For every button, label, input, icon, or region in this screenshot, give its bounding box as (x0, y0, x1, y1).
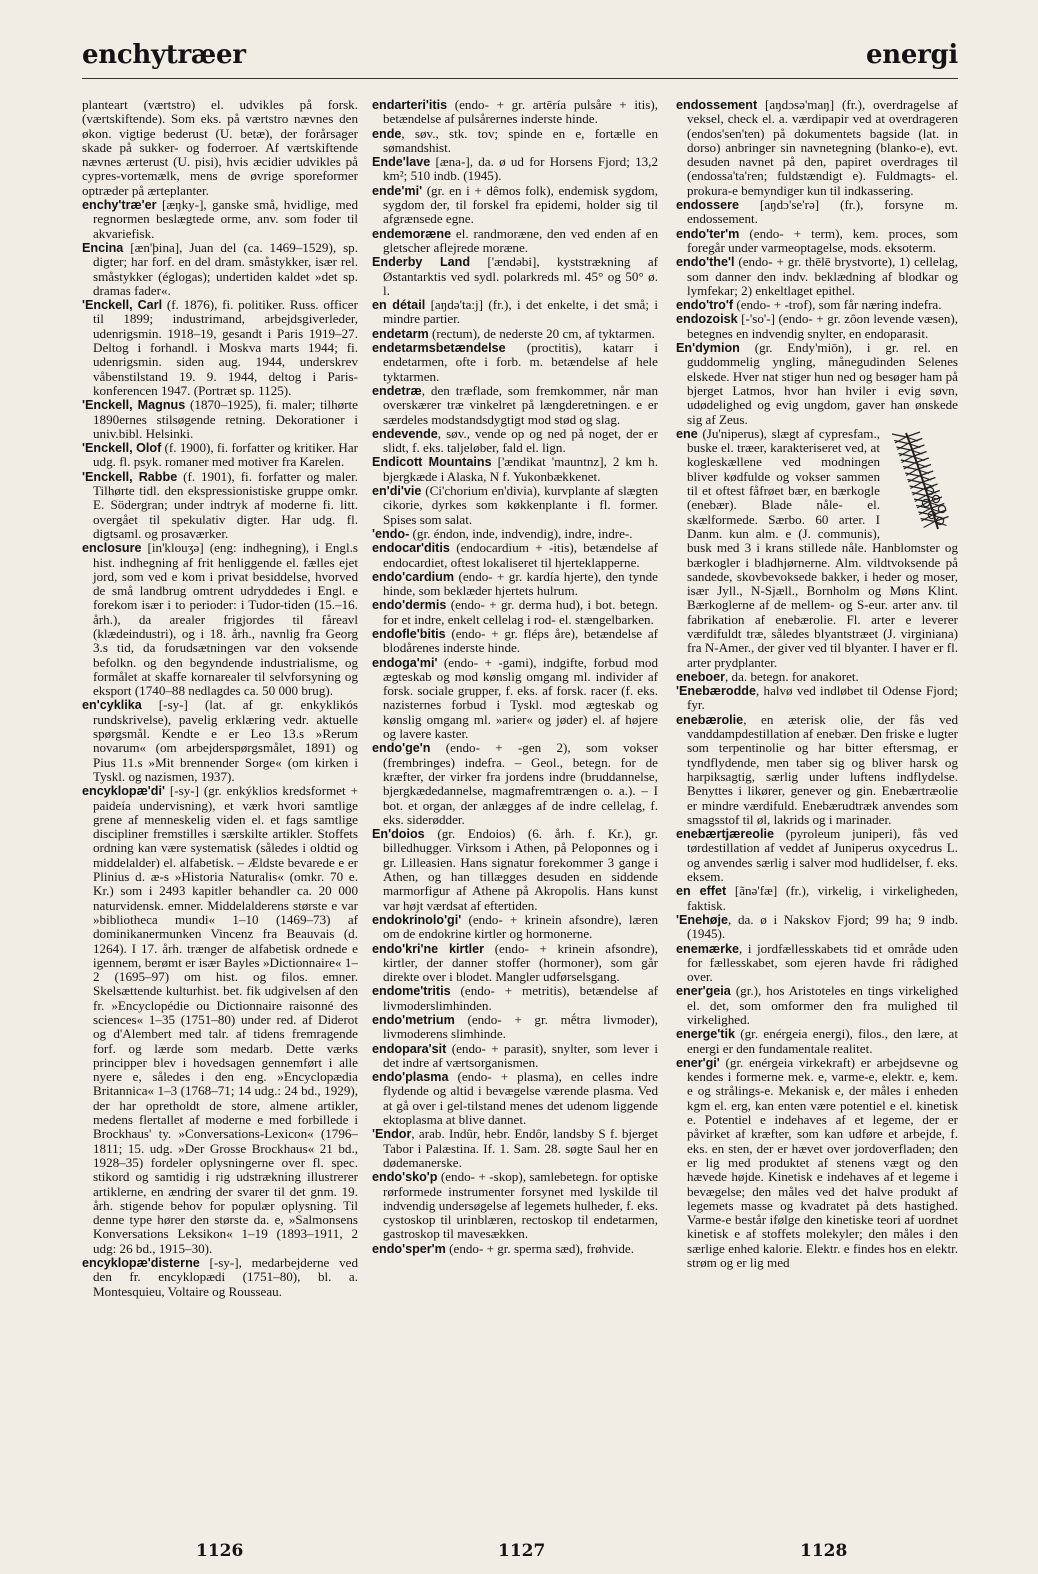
entry-definition: ['ændəbi], kyststrækning af Østantarktis ved sydl. polarkreds ml. 45° og 50° ø. l. (383, 254, 658, 298)
entry-definition: ['ændikat 'mauntnz], 2 km h. bjergkæde i Alaska, N f. Yukonbækkenet. (383, 454, 658, 484)
entry-headword: enclosure (82, 541, 142, 556)
entry-definition: [-sy-] (lat. af gr. enkyklikós rundskrivelse), pavelig erklæring vedr. aktuelle spørgsmål. Kendte e er Leo 13.s »Rerum novarum« (om arbejderspørgsmålet, 1891) og Pius 11.s »Mit brennender Sorge« (om kirken i Tyskl. og nazismen, 1937). (93, 697, 358, 784)
entry-definition: (gr. Endoios) (6. årh. f. Kr.), gr. billedhugger. Virksom i Athen, på Peloponnes og i gr. Lilleasien. Hans signatur forekommer 3 gange i Athen, og han tillægges desuden en siddende marmorfigur af Athene på Akropolis. Hans kunst var højt værdsat af eftertiden. (383, 826, 658, 913)
entry-definition: , søv., stk. tov; spinde en e, fortælle en sømandshist. (383, 125, 658, 155)
entry-definition: (endo- + gr. artēría pulsåre + itis), betændelse af pulsårernes inderste hinde. (383, 98, 658, 127)
dictionary-entry (676, 713, 958, 827)
dictionary-entry (372, 327, 658, 341)
page-number-middle: 1127 (498, 1541, 546, 1561)
dictionary-entry (676, 98, 958, 198)
entry-definition: (f. 1901), fi. forfatter og maler. Tilhørte tidl. den ekspressionistiske gruppe omkr. E. Södergran; under indtryk af moderne fi. litt. overgået til spekulativ digter. Har udg. fl. digtsaml. og prosaværker. (93, 468, 358, 541)
entry-headword: ene (676, 426, 698, 441)
dictionary-entry (372, 298, 658, 327)
entry-headword: encyklopæ'disterne (82, 1256, 200, 1271)
entry-definition: (endo- + gr. derma hud), i bot. betegn. for et indre, enkelt cellelag i rod- el. stængelbarken. (383, 597, 658, 627)
entry-headword: endetarm (372, 326, 429, 341)
entry-headword: 'Enckell, Magnus (82, 398, 186, 413)
dictionary-entry (372, 155, 658, 184)
dictionary-entry (676, 312, 958, 341)
entry-definition: (f. 1876), fi. politiker. Russ. officer til 1899; industrimand, arbejdsgiverleder, udenrigsmin. 1918–19, gesandt i Paris 1919–27. Deltog i forhandl. i Moskva marts 1944; fi. udenrigsmin. siden aug. 1944, underskrev våbenstilstand 19. 9. 1944, deltog i Paris-konferencen 1947. (Portræt sp. 1125). (93, 297, 358, 398)
entry-definition: (endo- + krinein afsondre), læren om de endokrine kirtler og hormonerne. (383, 911, 658, 942)
header-rule (82, 78, 958, 79)
dictionary-entry (676, 198, 958, 227)
dictionary-entry (372, 1242, 658, 1256)
dictionary-entry (676, 913, 958, 942)
entry-headword: endo'tro'f (676, 298, 734, 313)
entry-definition: (endo- + gr. sperma sæd), frøhvide. (445, 1240, 634, 1256)
dictionary-entry (82, 98, 358, 198)
entry-headword: endo'sper'm (372, 1241, 446, 1256)
juniper-branch-icon (886, 429, 958, 533)
column-2 (372, 98, 658, 1518)
entry-headword: En'dymion (676, 341, 740, 356)
dictionary-entry (82, 784, 358, 1256)
entry-headword: en détail (372, 298, 426, 313)
entry-headword: endocar'ditis (372, 541, 450, 556)
dictionary-entry (372, 384, 658, 427)
dictionary-entry (676, 984, 958, 1027)
running-header (82, 40, 958, 80)
entry-headword: en'di'vie (372, 484, 422, 499)
entry-definition: planteart (værtstro) el. udvikles på forsk. (værtskiftende). Som eks. på værtstro nævnes den økon. vigtige bederust (U. betæ), der forårsager skade på sukker- og foderroer. Af værtskiftende nævnes ærterust (U. pisi), hvis æcidier udvikles på cypres-vortemælk, mens de øvrige sporeformer optræder på ærteplanter. (82, 98, 358, 198)
entry-headword: endoga'mi' (372, 655, 438, 670)
entry-definition: [æn'þina], Juan del (ca. 1469–1529), sp. digter; har forf. en del dram. småstykker, især rel. småstykker (églogas); undertiden kaldet »det sp. dramas fader«. (93, 239, 358, 298)
entry-headword: endokrinolo'gi' (372, 912, 462, 927)
dictionary-entry (372, 255, 658, 298)
dictionary-entry (372, 570, 658, 599)
entry-definition: , søv., vende op og ned på noget, der er slidt, f. eks. taljeløber, fald el. lign. (383, 425, 658, 456)
entry-definition: (Ci'chorium en'divia), kurvplante af slægten cikorie, dyrkes som køkkenplante i fl. former. Spises som salat. (383, 483, 658, 527)
entry-definition: , da. betegn. for anakoret. (725, 668, 859, 684)
entry-headword: endopara'sit (372, 1041, 447, 1056)
entry-headword: enemærke (676, 941, 740, 956)
page-number-left: 1126 (196, 1541, 244, 1561)
entry-headword: 'Enebærodde (676, 684, 756, 699)
dictionary-entry (372, 455, 658, 484)
column-1 (82, 98, 358, 1518)
entry-headword: 'Enckell, Olof (82, 441, 162, 456)
dictionary-entry (372, 942, 658, 985)
entry-headword: endozoisk (676, 312, 738, 327)
dictionary-entry (372, 127, 658, 156)
entry-definition: (gr. Endy'miōn), i gr. rel. en guddommelig yngling, månegudinden Selenes elskede. Hver nat stiger hun ned og besøger ham på bjerget Latmos, hvor han hviler i evig søvn, udødelighed og evig ungdom, gaver han ønskede sig af Zeus. (687, 340, 958, 427)
dictionary-entry (372, 341, 658, 384)
dictionary-entry (372, 98, 658, 127)
entry-definition: [aŋdə'ta:j] (fr.), i det enkelte, i det små; i mindre partier. (383, 297, 658, 327)
entry-headword: Enderby Land (372, 255, 471, 270)
entry-definition: (endo- + gr. kardía hjerte), den tynde hinde, som beklæder hjertets hulrum. (383, 568, 658, 599)
dictionary-entry (372, 184, 658, 227)
entry-definition: (f. 1900), fi. forfatter og kritiker. Har udg. fl. psyk. romaner med motiver fra Karelen. (93, 440, 358, 470)
dictionary-entry (676, 884, 958, 913)
entry-definition: [-sy-], medarbejderne ved den fr. encyklopædi (1751–80), bl. a. Montesquieu, Voltaire og Rousseau. (93, 1255, 358, 1299)
dictionary-entry (372, 527, 658, 541)
dictionary-entry (372, 656, 658, 742)
dictionary-entry (372, 1070, 658, 1127)
entry-definition: [-'so'-] (endo- + gr. zôon levende væsen), betegnes en indvendig snylter, en endoparasit. (687, 311, 958, 341)
entry-definition: (gr.), hos Aristoteles en tings virkelighed el. det, som omformer den fra mulighed til virkelighed. (687, 983, 958, 1027)
dictionary-entry (676, 1027, 958, 1056)
entry-definition: [æna-], da. ø ud for Horsens Fjord; 13,2 km²; 510 indb. (1945). (383, 154, 658, 184)
entry-headword: endevende (372, 426, 438, 441)
dictionary-entry (676, 1056, 958, 1270)
dictionary-entry (372, 984, 658, 1013)
entry-headword: enchy'træ'er (82, 198, 157, 213)
entry-headword: endemoræne (372, 226, 452, 241)
dictionary-entry (372, 627, 658, 656)
entry-definition: (endocardium + -itis), betændelse af endocardiet, oftest lokaliseret til hjerteklapperne. (383, 540, 658, 570)
dictionary-entry (372, 827, 658, 913)
dictionary-entry (372, 741, 658, 827)
entry-headword: endo'dermis (372, 598, 447, 613)
entry-headword: ener'geia (676, 984, 731, 999)
dictionary-entry (82, 698, 358, 784)
entry-definition: el. randmoræne, den ved enden af en gletscher aflejrede moræne. (383, 225, 658, 255)
entry-headword: ende'mi' (372, 183, 423, 198)
dictionary-entry (372, 427, 658, 456)
entry-definition: , den træflade, som fremkommer, når man overskærer træ vinkelret på længderetningen. e er særdeles modstandsdygtigt mod stød og slag. (383, 382, 658, 427)
entry-definition: (endo- + metritis), betændelse af livmoderslimhinden. (383, 983, 658, 1013)
entry-definition: [-sy-] (gr. enkýklios kredsformet + paideía undervisning), et værk hvori samtlige grene af menneskelig viden el. et fags samtlige discipliner fremstilles i særskilte artikler. Stoffets ordning kan være systematisk (således i oldtid og middelalder) el. alfabetisk. – Ældste bevarede e er Plinius d. æ-s »Historia Naturalis« (omkr. 70 e. Kr.) som i 2493 kapitler behandler ca. 20 000 naturvidensk. emner. Middelalderens største e var »bibliotheca mundi« 1–10 (1469–73) af dominikanermunken Vincenz fra Beauvais (d. 1264). I 17. årh. trænger de alfabetisk ordnede e igennem, berømt er især Bayles »Dictionnaire« 1–2 (1695–97) om hist. og filos. emner. Skelsættende kulturhist. bet. fik udgivelsen af den fr. »Encyclopédie ou Dictionnaire raisonné des sciences« 1–35 (1751–80) under red. af Diderot og d'Alembert med talr. af tidens fremragende forf. og lærde som medarb. Dette værks principper blev i hovedsagen gennemført i alle nyere e, således i den eng. »Encyclopædia Britannica« 1–3 (1768–71; 14 udg.: 24 bd., 1929), der har opretholdt de store, almene artikler, medens flertallet af moderne e med forbillede i Brockhaus' ty. »Conversations-Lexicon« (1796–1811; 15. udg. »Der Grosse Brockhaus« 21 bd., 1928–35) fordeler oplysningerne over fl. spec. stikord og samtidig i rig udstrækning illustrerer artiklerne, en ændring der svarer til det gnm. 19. årh. stigende behov for populær oplysning. Til denne type hører den største da. e, »Salmonsens Konversations Leksikon« 1–19 (1893–1911, 2 udg: 26 bd., 1915–30). (93, 783, 358, 1256)
page-number-right: 1128 (800, 1541, 848, 1561)
column-3 (676, 98, 958, 1518)
dictionary-entry (676, 942, 958, 985)
entry-headword: endossere (676, 198, 739, 213)
dictionary-entry (372, 1013, 658, 1042)
dictionary-entry (372, 913, 658, 942)
dictionary-entry (82, 398, 358, 441)
entry-headword: endo'metrium (372, 1013, 455, 1027)
entry-headword: eneboer (676, 669, 725, 684)
entry-headword: ener'gi' (676, 1055, 720, 1070)
entry-definition: (endo- + parasit), snylter, som lever i det indre af værtsorganismen. (383, 1040, 658, 1070)
dictionary-entry (82, 298, 358, 398)
entry-headword: endo'ge'n (372, 741, 431, 756)
entry-headword: endossement (676, 98, 758, 112)
entry-headword: endo'the'l (676, 255, 735, 270)
dictionary-entry (82, 541, 358, 698)
entry-definition: (Ju'niperus), slægt af cypresfam., buske el. træer, karakteriseret ved, at kogleskællene ved modningen bliver kødfulde og vokser sammen til et oftest fåfrøet bær, en bærkogle (enebær). Blade nåle- el. skælformede. Særbo. 60 arter. I Danm. kun alm. e (J. communis), busk med 3 i krans stillede nåle. Hanblomster og bærkogler i bladhjørnerne. Alm. vildtvoksende på sandede, skovbevoksede bakker, i heder og moser, især Jyll., N-Sjæll., Bornholm og Møns Klint. Bærkoglerne af de mellem- og S-eur. arter anv. til fabrikation af enebærolie. Fl. arter e leverer værdifuldt træ, således blyantstræet (J. virginiana) fra N-Amer., der giver ved til blyanter. I haver er fl. arter prydplanter. (687, 425, 958, 670)
entry-definition: (endo- + gr. thēlē brystvorte), 1) cellelag, som danner den indv. beklædning af blodkar og lymfekar; 2) enkeltlaget epithel. (687, 254, 958, 298)
entry-headword: endome'tritis (372, 984, 451, 999)
entry-headword: endo'plasma (372, 1070, 449, 1085)
entry-headword: endetræ (372, 383, 422, 398)
entry-definition: (proctitis), katarr i endetarmen, ofte i forb. m. betændelse af hele tyktarmen. (383, 340, 658, 384)
entry-definition: [ãnə'fæ] (fr.), virkelig, i virkeligheden, faktisk. (687, 883, 958, 913)
entry-headword: 'Enckell, Rabbe (82, 469, 178, 484)
entry-headword: Encina (82, 240, 124, 255)
entry-headword: 'Endor (372, 1127, 412, 1142)
entry-definition: (endo- + term), kem. proces, som foregår under varmeoptagelse, mods. eksoterm. (687, 225, 958, 255)
entry-definition: , arab. Indûr, hebr. Endôr, landsby S f. bjerget Tabor i Palæstina. If. 1. Sam. 28. søgte Saul her en dødemanerske. (383, 1126, 658, 1170)
entry-headword: ende (372, 126, 402, 141)
entry-headword: endetarmsbetændelse (372, 341, 506, 356)
entry-headword: Endicott Mountains (372, 455, 492, 470)
entry-headword: endo'sko'p (372, 1170, 438, 1185)
dictionary-entry (676, 255, 958, 298)
entry-headword: endofle'bitis (372, 626, 446, 641)
dictionary-entry (372, 1042, 658, 1071)
left-guide-word: enchytræer (82, 40, 246, 70)
right-guide-word: energi (866, 40, 958, 70)
dictionary-entry (676, 427, 958, 670)
entry-headword: Ende'lave (372, 155, 431, 170)
entry-definition: (endo- + krinein afsondre), kirtler, der danner stoffer (hormoner), som går direkte over i blodet. Mangler udførselsgang. (383, 940, 658, 985)
entry-definition: (endo- + gr. mḗtra livmoder), livmoderens slimhinde. (383, 1012, 658, 1042)
entry-headword: en effet (676, 884, 727, 899)
entry-definition: , en æterisk olie, der fås ved vanddampdestillation af enebær. Den friske e lugter som terpentinolie og har bitter eftersmag, er tyndflydende, men taber sig og bliver harsk og harpiksagtig, særlig under luftens indflydelse. Benyttes i likører, genever og gin. Enebærtræolie er mindre værdifuld. Enebærudtræk anvendes som smagsstof til øl, lakrids og i marinader. (687, 711, 958, 827)
entry-definition: (endo- + -gami), indgifte, forbud mod ægteskab og mod kønslig omgang ml. individer af forsk. sociale grupper, f. eks. af forsk. racer (f. eks. nazisternes forbud i Tyskl. mod ægteskab og kønslig omgang ml. »arier« og jøder) el. af højere og lavere kaster. (383, 654, 658, 742)
entry-headword: encyklopæ'di' (82, 784, 165, 799)
entry-definition: (endo- + plasma), en celles indre flydende og altid i bevægelse værende plasma. Ved at gå over i gel-tilstand menes det udenom liggende ektoplasma at blive dannet. (383, 1069, 658, 1128)
dictionary-entry (82, 470, 358, 541)
entry-headword: enebærolie (676, 712, 744, 727)
entry-definition: (1870–1925), fi. maler; tilhørte 1890ernes stilsøgende retning. Dekorationer i univ.bibl. Helsinki. (93, 397, 358, 441)
entry-headword: 'endo- (372, 526, 410, 541)
entry-headword: 'Enckell, Carl (82, 298, 163, 313)
entry-headword: endo'ter'm (676, 226, 740, 241)
entry-definition: (gr. éndon, inde, indvendig), indre, indre-. (409, 525, 633, 541)
entry-headword: en'cyklika (82, 698, 142, 713)
dictionary-entry (372, 541, 658, 570)
entry-headword: endarteri'itis (372, 98, 448, 112)
dictionary-entry (676, 670, 958, 684)
entry-definition: (endo- + -gen 2), som vokser (frembringes) indefra. – Geol., betegn. for de kræfter, der virker fra jordens indre (bruddannelse, bjergkædedannelse, magmafremtrængen o. a.). – I bot. et organ, der anlægges af de indre cellelag, f. eks. siderødder. (383, 740, 658, 827)
entry-headword: enebærtjæreolie (676, 827, 774, 842)
entry-definition: (rectum), de nederste 20 cm, af tyktarmen. (428, 325, 655, 341)
entry-definition: (endo- + -skop), samlebetegn. for optiske rørformede instrumenter forsynet med lyskilde til indvendig undersøgelse af legemets hulheder, f. eks. cystoskop til urinblæren, rectoskop til endetarmen, gastroskop til mavesækken. (383, 1169, 658, 1242)
dictionary-entry (82, 1256, 358, 1299)
dictionary-entry (372, 598, 658, 627)
entry-headword: En'doios (372, 827, 425, 842)
entry-headword: energe'tik (676, 1027, 735, 1042)
entry-definition: , halvø ved indløbet til Odense Fjord; fyr. (687, 683, 958, 713)
dictionary-entry (372, 1170, 658, 1241)
entry-definition: [aŋdɔsə'maŋ] (fr.), overdragelse af veksel, check el. a. værdipapir ved at overdrageren (endos'sen'ten) på dokumentets bagside (lat. in dorso) anbringer sin navnetegning (blanko-e), evt. desuden navnet på den, papiret overdrages til (endossa'ta'ren; fuldstændigt e). Fuldmagts- el. prokura-e bemyndiger kun til indkassering. (687, 98, 958, 198)
dictionary-entry (372, 227, 658, 256)
entry-definition: (pyroleum juniperi), fås ved tørdestillation af veddet af Juniperus oxycedrus L. og anvendes særlig i salver mod hudlidelser, f. eks. eksem. (687, 826, 958, 885)
entry-definition: (gr. enérgeia virkekraft) er arbejdsevne og kendes i formerne mek. e, varme-e, elektr. e, kem. e og strålings-e. Mekanisk e, der måles i enheden kgm el. erg, kan enten være potentiel e el. kinetisk e. Potentiel e indehaves af et legeme, der er påvirket af kræfter, som kan udføre et arbejde, f. eks. en sten, der er hævet over jordoverfladen; den er lig med produktet af stenens vægt og den hævede højde. Kinetisk e indehaves af et legeme i bevægelse; den måles ved det halve produkt af legemets masse og kvadratet på dets hastighed. Varme-e består ifølge den kinetiske teori af uordnet kinetisk e af stoffets molekyler; den måles i den særlige enhed kalorie. Elektr. e findes hos en elektr. strøm og er lig med (687, 1054, 958, 1271)
dictionary-entry (676, 298, 958, 312)
entry-definition: [æŋky-], ganske små, hvidlige, med regnormen beslægtede orme, anv. som foder til akvariefisk. (93, 197, 358, 241)
dictionary-entry (676, 227, 958, 256)
entry-definition: (gr. en i + dêmos folk), endemisk sygdom, sygdom der, til forskel fra epidemi, holder sig til afgrænsede egne. (383, 182, 658, 227)
entry-definition: , i jordfællesskabets tid et område uden for fællesskabet, som ejeren havde fri rådighed over. (687, 940, 958, 985)
entry-definition: (endo- + gr. fléps åre), betændelse af blodårenes inderste hinde. (383, 625, 658, 656)
dictionary-entry (82, 198, 358, 241)
dictionary-entry (372, 1127, 658, 1170)
dictionary-entry (82, 441, 358, 470)
dictionary-entry (372, 484, 658, 527)
dictionary-entry (82, 241, 358, 298)
entry-headword: endo'cardium (372, 569, 455, 584)
entry-definition: (gr. enérgeia energi), filos., den lære, at energi er den fundamentale realitet. (687, 1026, 958, 1056)
entry-headword: 'Enehøje (676, 912, 728, 927)
entry-definition: , da. ø i Nakskov Fjord; 99 ha; 9 indb. (1945). (687, 911, 958, 942)
entry-definition: (endo- + -trof), som får næring indefra. (733, 297, 942, 313)
entry-definition: [in'klouʒə] (eng: indhegning), i Engl.s hist. indhegning af frit henliggende el. fælles ejet jord, som ved e kom i privat besiddelse, hvorved de små landbrug omtrent udryddedes i Engl. e forekom især i to perioder: i Tudor-tiden (15.–16. årh.), da arealer frigjordes til fåreavl (klædeindustri), og i 18. årh., navnlig fra Georg 3.s tid, da forudsætningen var den voksende befolkn. og den begyndende industrialisme, og formålet at skaffe kornarealer til selvforsyning og eksport (1740–88 nedlagdes ca. 50 000 brug). (93, 540, 358, 699)
dictionary-entry (676, 341, 958, 427)
dictionary-entry (676, 827, 958, 884)
dictionary-entry (676, 684, 958, 713)
entry-headword: endo'kri'ne kirtler (372, 941, 485, 956)
entry-definition: [aŋdɔ'se'rə] (fr.), forsyne m. endossement. (687, 197, 958, 227)
